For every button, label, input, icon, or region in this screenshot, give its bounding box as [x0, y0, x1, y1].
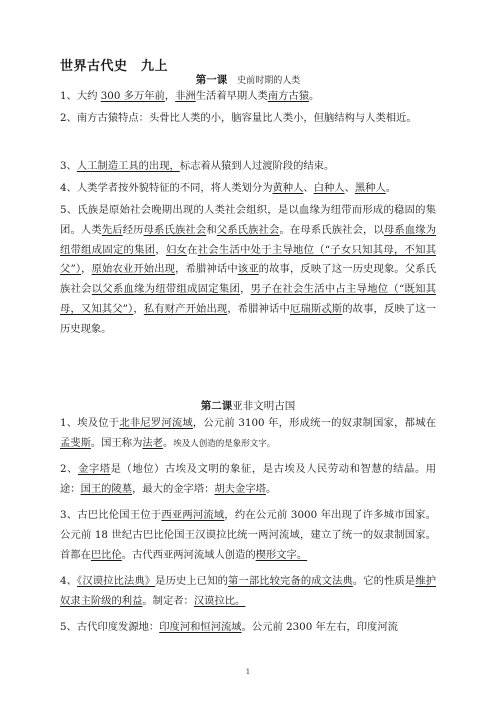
lesson-2-heading [0, 398, 496, 414]
document-title: 世界古代史 九上 [60, 59, 169, 74]
lesson-2-point-2: 2、金字塔是（地位）古埃及文明的象征，是古埃及人民劳动和智慧的结晶。用途：国王的陵墓，最大的金字塔：胡夫金字塔。 [60, 463, 437, 495]
lesson-1-point-4: 4、人类学者按外貌特征的不同，将人类划分为黄种人、白种人、黑种人。 [60, 182, 397, 194]
lesson-2-point-3: 3、古巴比伦国王位于西亚两河流域，约在公元前 3000 年出现了许多城市国家。公元前 18 世纪古巴比伦国王汉谟拉比统一两河流域，建立了统一的奴隶制国家。首都在巴比伦。古代西亚两河流域人创造的楔形文字。 [60, 509, 436, 561]
lesson-1-point-5: 5、氏族是原始社会晚期出现的人类社会组织，是以血缘为纽带而形成的稳固的集团。人类先后经历母系氏族社会和父系氏族社会。在母系氏族社会，以母系血缘为纽带组成固定的集团，妇女在社会生活中处于主导地位（“子女只知其母，不知其父”），原始农业开始出现，希腊神话中该亚的故事，反映了这一历史现象。父系氏族社会以父系血缘为纽带组成固定集团，男子在社会生活中占主导地位（“既知其母，又知其父”），私有财产开始出现，希腊神话中厄瑞斯忒斯的故事，反映了这一历史现象。 [60, 204, 437, 335]
lesson-1-subtitle: 史前时期的人类 [237, 76, 301, 86]
lesson-1-point-2: 2、南方古猿特点：头骨比人类的小，脑容量比人类小，但脑结构与人类相近。 [60, 112, 417, 124]
lesson-2-point-4: 4、《汉谟拉比法典》是历史上已知的第一部比较完备的成文法典。它的性质是维护奴隶主阶级的利益。制定者：汉谟拉比。 [60, 575, 437, 607]
lesson-1-point-3: 3、人工制造工具的出现，标志着从猿到人过渡阶段的结束。 [60, 160, 335, 172]
lesson-1-point-1: 1、大约 300 多万年前，非洲生活着早期人类南方古猿。 [60, 90, 320, 102]
lesson-2-subtitle: 亚非文明古国 [232, 400, 296, 412]
page-number: 1 [245, 668, 251, 676]
lesson-2-title: 第二课 [200, 400, 233, 412]
lesson-2-point-5: 5、古代印度发源地：印度河和恒河流域。公元前 2300 年左右，印度河流 [60, 621, 398, 633]
lesson-2-point-1: 1、埃及位于北非尼罗河流域，公元前 3100 年，形成统一的奴隶制国家，都城在孟斐斯。国王称为法老。埃及人创造的是象形文字。 [60, 417, 436, 449]
lesson-1-title: 第一课 [195, 74, 228, 86]
